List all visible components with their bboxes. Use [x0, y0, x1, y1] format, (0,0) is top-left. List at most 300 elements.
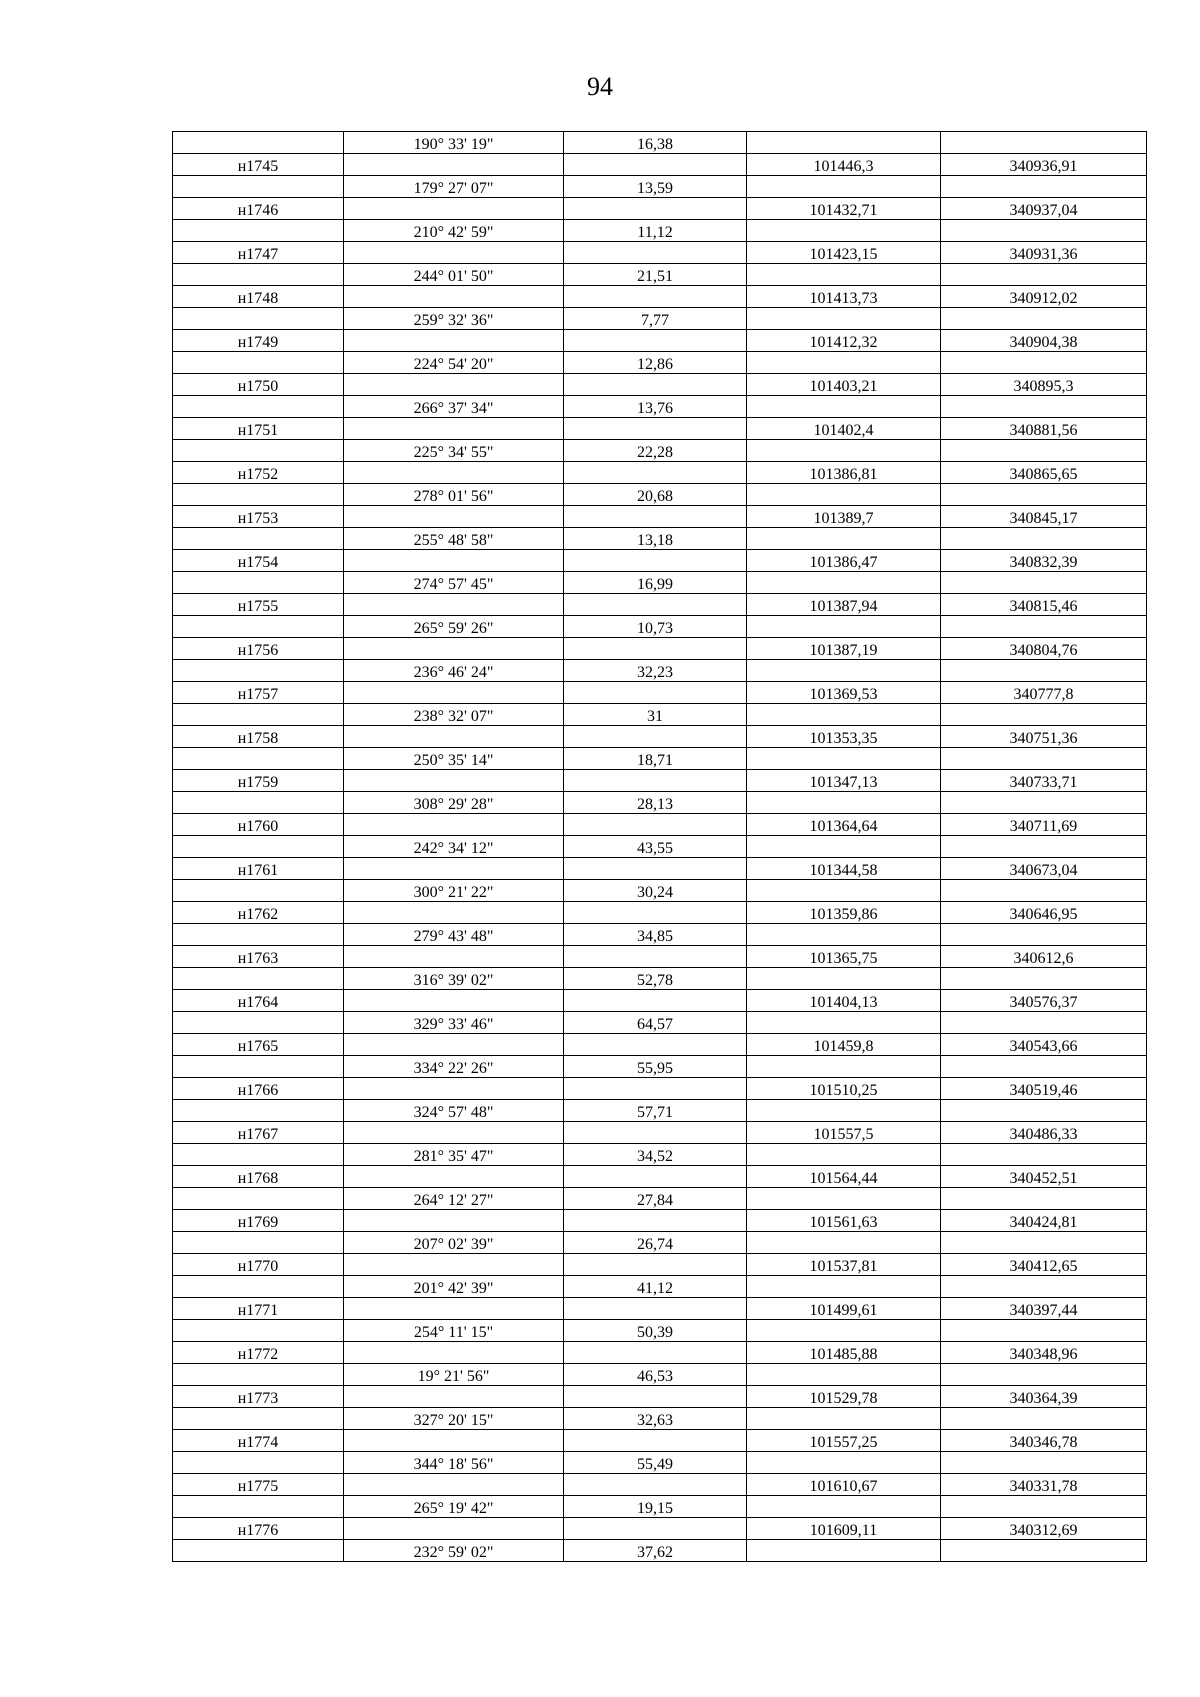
table-row [173, 176, 1147, 198]
point-name-cell: н1755 [173, 594, 344, 616]
point-name-cell: н1762 [173, 902, 344, 924]
distance-cell [564, 374, 747, 396]
point-name-cell [173, 704, 344, 726]
x-coordinate-cell [747, 484, 941, 506]
point-name-cell: н1776 [173, 1518, 344, 1540]
bearing-cell [344, 286, 564, 308]
table-row [173, 638, 1147, 660]
table-row [173, 1100, 1147, 1122]
y-coordinate-cell: 340936,91 [941, 154, 1147, 176]
bearing-cell [344, 1386, 564, 1408]
bearing-cell: 324° 57' 48" [344, 1100, 564, 1122]
point-name-cell [173, 572, 344, 594]
table-row [173, 924, 1147, 946]
point-name-cell [173, 352, 344, 374]
x-coordinate-cell [747, 308, 941, 330]
x-coordinate-cell [747, 1144, 941, 1166]
point-name-cell: н1751 [173, 418, 344, 440]
distance-cell: 18,71 [564, 748, 747, 770]
x-coordinate-cell [747, 748, 941, 770]
table-row [173, 418, 1147, 440]
point-name-cell: н1749 [173, 330, 344, 352]
table-row [173, 616, 1147, 638]
distance-cell: 46,53 [564, 1364, 747, 1386]
distance-cell [564, 286, 747, 308]
bearing-cell [344, 462, 564, 484]
x-coordinate-cell: 101459,8 [747, 1034, 941, 1056]
x-coordinate-cell [747, 1540, 941, 1562]
point-name-cell [173, 792, 344, 814]
y-coordinate-cell: 340711,69 [941, 814, 1147, 836]
y-coordinate-cell: 340881,56 [941, 418, 1147, 440]
table-row [173, 396, 1147, 418]
bearing-cell [344, 330, 564, 352]
x-coordinate-cell [747, 1320, 941, 1342]
table-row [173, 264, 1147, 286]
bearing-cell [344, 990, 564, 1012]
coordinates-table [172, 131, 1147, 1562]
x-coordinate-cell: 101510,25 [747, 1078, 941, 1100]
table-row [173, 286, 1147, 308]
x-coordinate-cell [747, 836, 941, 858]
x-coordinate-cell [747, 1012, 941, 1034]
x-coordinate-cell: 101353,35 [747, 726, 941, 748]
bearing-cell: 308° 29' 28" [344, 792, 564, 814]
table-row [173, 1122, 1147, 1144]
table-row [173, 352, 1147, 374]
distance-cell [564, 770, 747, 792]
y-coordinate-cell: 340452,51 [941, 1166, 1147, 1188]
table-row [173, 902, 1147, 924]
distance-cell [564, 1474, 747, 1496]
table-row [173, 1320, 1147, 1342]
distance-cell: 13,59 [564, 176, 747, 198]
point-name-cell: н1767 [173, 1122, 344, 1144]
y-coordinate-cell [941, 880, 1147, 902]
point-name-cell: н1763 [173, 946, 344, 968]
x-coordinate-cell [747, 1496, 941, 1518]
y-coordinate-cell: 340931,36 [941, 242, 1147, 264]
x-coordinate-cell: 101423,15 [747, 242, 941, 264]
y-coordinate-cell [941, 1056, 1147, 1078]
y-coordinate-cell: 340312,69 [941, 1518, 1147, 1540]
x-coordinate-cell: 101557,25 [747, 1430, 941, 1452]
y-coordinate-cell: 340364,39 [941, 1386, 1147, 1408]
point-name-cell [173, 660, 344, 682]
x-coordinate-cell: 101386,47 [747, 550, 941, 572]
y-coordinate-cell [941, 748, 1147, 770]
table-row [173, 506, 1147, 528]
y-coordinate-cell: 340646,95 [941, 902, 1147, 924]
point-name-cell [173, 880, 344, 902]
distance-cell: 37,62 [564, 1540, 747, 1562]
y-coordinate-cell [941, 1540, 1147, 1562]
table-row [173, 748, 1147, 770]
bearing-cell: 259° 32' 36" [344, 308, 564, 330]
y-coordinate-cell: 340576,37 [941, 990, 1147, 1012]
table-row [173, 528, 1147, 550]
bearing-cell [344, 1210, 564, 1232]
bearing-cell: 327° 20' 15" [344, 1408, 564, 1430]
point-name-cell: н1757 [173, 682, 344, 704]
bearing-cell [344, 1166, 564, 1188]
distance-cell: 57,71 [564, 1100, 747, 1122]
x-coordinate-cell [747, 880, 941, 902]
distance-cell: 11,12 [564, 220, 747, 242]
point-name-cell [173, 1232, 344, 1254]
point-name-cell: н1769 [173, 1210, 344, 1232]
coordinates-table-body [173, 132, 1147, 1562]
bearing-cell: 19° 21' 56" [344, 1364, 564, 1386]
x-coordinate-cell: 101432,71 [747, 198, 941, 220]
page-number: 94 [587, 72, 613, 101]
x-coordinate-cell [747, 1452, 941, 1474]
x-coordinate-cell: 101529,78 [747, 1386, 941, 1408]
point-name-cell: н1752 [173, 462, 344, 484]
x-coordinate-cell [747, 924, 941, 946]
point-name-cell: н1746 [173, 198, 344, 220]
point-name-cell: н1754 [173, 550, 344, 572]
distance-cell: 21,51 [564, 264, 747, 286]
table-row [173, 1188, 1147, 1210]
bearing-cell [344, 1298, 564, 1320]
y-coordinate-cell [941, 264, 1147, 286]
distance-cell: 27,84 [564, 1188, 747, 1210]
point-name-cell: н1770 [173, 1254, 344, 1276]
distance-cell: 10,73 [564, 616, 747, 638]
x-coordinate-cell [747, 132, 941, 154]
x-coordinate-cell [747, 572, 941, 594]
point-name-cell [173, 528, 344, 550]
bearing-cell: 274° 57' 45" [344, 572, 564, 594]
distance-cell [564, 1298, 747, 1320]
distance-cell [564, 1518, 747, 1540]
point-name-cell: н1748 [173, 286, 344, 308]
distance-cell: 30,24 [564, 880, 747, 902]
x-coordinate-cell: 101561,63 [747, 1210, 941, 1232]
x-coordinate-cell: 101365,75 [747, 946, 941, 968]
distance-cell [564, 1430, 747, 1452]
bearing-cell [344, 1122, 564, 1144]
table-row [173, 1276, 1147, 1298]
point-name-cell [173, 308, 344, 330]
y-coordinate-cell: 340612,6 [941, 946, 1147, 968]
point-name-cell [173, 440, 344, 462]
x-coordinate-cell: 101537,81 [747, 1254, 941, 1276]
distance-cell [564, 330, 747, 352]
x-coordinate-cell: 101499,61 [747, 1298, 941, 1320]
y-coordinate-cell [941, 1100, 1147, 1122]
table-row [173, 1364, 1147, 1386]
bearing-cell [344, 550, 564, 572]
table-row [173, 682, 1147, 704]
x-coordinate-cell [747, 440, 941, 462]
distance-cell [564, 638, 747, 660]
x-coordinate-cell [747, 220, 941, 242]
bearing-cell [344, 1518, 564, 1540]
y-coordinate-cell: 340751,36 [941, 726, 1147, 748]
x-coordinate-cell: 101389,7 [747, 506, 941, 528]
point-name-cell: н1745 [173, 154, 344, 176]
table-row [173, 1430, 1147, 1452]
point-name-cell: н1747 [173, 242, 344, 264]
y-coordinate-cell [941, 1320, 1147, 1342]
table-row [173, 1298, 1147, 1320]
bearing-cell: 266° 37' 34" [344, 396, 564, 418]
y-coordinate-cell [941, 132, 1147, 154]
bearing-cell [344, 1034, 564, 1056]
y-coordinate-cell: 340331,78 [941, 1474, 1147, 1496]
bearing-cell [344, 1342, 564, 1364]
distance-cell: 43,55 [564, 836, 747, 858]
distance-cell: 28,13 [564, 792, 747, 814]
table-row [173, 484, 1147, 506]
y-coordinate-cell [941, 1276, 1147, 1298]
x-coordinate-cell: 101369,53 [747, 682, 941, 704]
bearing-cell: 329° 33' 46" [344, 1012, 564, 1034]
table-row [173, 1078, 1147, 1100]
bearing-cell: 254° 11' 15" [344, 1320, 564, 1342]
distance-cell [564, 1210, 747, 1232]
point-name-cell [173, 1496, 344, 1518]
distance-cell: 20,68 [564, 484, 747, 506]
bearing-cell: 236° 46' 24" [344, 660, 564, 682]
bearing-cell: 210° 42' 59" [344, 220, 564, 242]
bearing-cell: 201° 42' 39" [344, 1276, 564, 1298]
x-coordinate-cell: 101557,5 [747, 1122, 941, 1144]
distance-cell [564, 902, 747, 924]
point-name-cell: н1764 [173, 990, 344, 1012]
distance-cell [564, 858, 747, 880]
y-coordinate-cell: 340904,38 [941, 330, 1147, 352]
distance-cell: 41,12 [564, 1276, 747, 1298]
y-coordinate-cell: 340412,65 [941, 1254, 1147, 1276]
y-coordinate-cell [941, 1452, 1147, 1474]
table-row [173, 1210, 1147, 1232]
bearing-cell: 242° 34' 12" [344, 836, 564, 858]
bearing-cell [344, 682, 564, 704]
y-coordinate-cell: 340348,96 [941, 1342, 1147, 1364]
point-name-cell: н1761 [173, 858, 344, 880]
y-coordinate-cell [941, 308, 1147, 330]
point-name-cell [173, 1408, 344, 1430]
bearing-cell: 224° 54' 20" [344, 352, 564, 374]
y-coordinate-cell: 340733,71 [941, 770, 1147, 792]
point-name-cell [173, 1452, 344, 1474]
x-coordinate-cell [747, 1276, 941, 1298]
distance-cell [564, 990, 747, 1012]
distance-cell [564, 550, 747, 572]
point-name-cell [173, 968, 344, 990]
table-row [173, 1166, 1147, 1188]
distance-cell [564, 506, 747, 528]
point-name-cell: н1775 [173, 1474, 344, 1496]
table-row [173, 132, 1147, 154]
distance-cell [564, 242, 747, 264]
x-coordinate-cell [747, 176, 941, 198]
distance-cell: 32,63 [564, 1408, 747, 1430]
y-coordinate-cell [941, 1144, 1147, 1166]
table-row [173, 1144, 1147, 1166]
point-name-cell: н1774 [173, 1430, 344, 1452]
table-row [173, 550, 1147, 572]
y-coordinate-cell [941, 836, 1147, 858]
distance-cell [564, 1386, 747, 1408]
bearing-cell [344, 638, 564, 660]
bearing-cell: 281° 35' 47" [344, 1144, 564, 1166]
bearing-cell [344, 814, 564, 836]
point-name-cell [173, 264, 344, 286]
table-row [173, 242, 1147, 264]
table-row [173, 374, 1147, 396]
point-name-cell [173, 748, 344, 770]
point-name-cell: н1772 [173, 1342, 344, 1364]
x-coordinate-cell: 101387,19 [747, 638, 941, 660]
table-row [173, 1386, 1147, 1408]
distance-cell [564, 1342, 747, 1364]
y-coordinate-cell [941, 1364, 1147, 1386]
x-coordinate-cell [747, 1100, 941, 1122]
bearing-cell: 225° 34' 55" [344, 440, 564, 462]
table-row [173, 1452, 1147, 1474]
x-coordinate-cell: 101347,13 [747, 770, 941, 792]
point-name-cell [173, 484, 344, 506]
point-name-cell: н1771 [173, 1298, 344, 1320]
point-name-cell [173, 1540, 344, 1562]
bearing-cell [344, 374, 564, 396]
bearing-cell: 334° 22' 26" [344, 1056, 564, 1078]
y-coordinate-cell [941, 528, 1147, 550]
x-coordinate-cell: 101344,58 [747, 858, 941, 880]
bearing-cell: 179° 27' 07" [344, 176, 564, 198]
y-coordinate-cell: 340912,02 [941, 286, 1147, 308]
table-row [173, 1254, 1147, 1276]
x-coordinate-cell [747, 616, 941, 638]
y-coordinate-cell [941, 1408, 1147, 1430]
x-coordinate-cell [747, 704, 941, 726]
point-name-cell [173, 616, 344, 638]
bearing-cell: 316° 39' 02" [344, 968, 564, 990]
bearing-cell [344, 726, 564, 748]
table-row [173, 1342, 1147, 1364]
distance-cell [564, 726, 747, 748]
distance-cell [564, 1078, 747, 1100]
y-coordinate-cell: 340865,65 [941, 462, 1147, 484]
point-name-cell: н1765 [173, 1034, 344, 1056]
table-row [173, 1474, 1147, 1496]
distance-cell [564, 198, 747, 220]
point-name-cell: н1773 [173, 1386, 344, 1408]
table-row [173, 198, 1147, 220]
y-coordinate-cell: 340486,33 [941, 1122, 1147, 1144]
bearing-cell [344, 154, 564, 176]
distance-cell [564, 154, 747, 176]
point-name-cell [173, 132, 344, 154]
y-coordinate-cell [941, 704, 1147, 726]
x-coordinate-cell [747, 352, 941, 374]
point-name-cell [173, 1144, 344, 1166]
x-coordinate-cell [747, 1364, 941, 1386]
bearing-cell: 250° 35' 14" [344, 748, 564, 770]
bearing-cell [344, 1474, 564, 1496]
point-name-cell: н1768 [173, 1166, 344, 1188]
bearing-cell [344, 1254, 564, 1276]
point-name-cell [173, 1188, 344, 1210]
x-coordinate-cell [747, 968, 941, 990]
y-coordinate-cell: 340673,04 [941, 858, 1147, 880]
table-row [173, 726, 1147, 748]
y-coordinate-cell: 340815,46 [941, 594, 1147, 616]
y-coordinate-cell [941, 176, 1147, 198]
x-coordinate-cell: 101446,3 [747, 154, 941, 176]
y-coordinate-cell [941, 572, 1147, 594]
x-coordinate-cell: 101364,64 [747, 814, 941, 836]
table-row [173, 660, 1147, 682]
distance-cell: 13,76 [564, 396, 747, 418]
distance-cell: 34,52 [564, 1144, 747, 1166]
table-row [173, 880, 1147, 902]
point-name-cell [173, 1276, 344, 1298]
y-coordinate-cell: 340519,46 [941, 1078, 1147, 1100]
table-row [173, 792, 1147, 814]
distance-cell: 55,49 [564, 1452, 747, 1474]
x-coordinate-cell: 101564,44 [747, 1166, 941, 1188]
table-row [173, 594, 1147, 616]
table-row [173, 154, 1147, 176]
bearing-cell: 190° 33' 19" [344, 132, 564, 154]
y-coordinate-cell [941, 660, 1147, 682]
x-coordinate-cell: 101359,86 [747, 902, 941, 924]
y-coordinate-cell [941, 1012, 1147, 1034]
y-coordinate-cell: 340832,39 [941, 550, 1147, 572]
distance-cell: 55,95 [564, 1056, 747, 1078]
bearing-cell [344, 594, 564, 616]
x-coordinate-cell: 101386,81 [747, 462, 941, 484]
bearing-cell [344, 1430, 564, 1452]
table-row [173, 1034, 1147, 1056]
y-coordinate-cell: 340397,44 [941, 1298, 1147, 1320]
table-row [173, 330, 1147, 352]
bearing-cell: 244° 01' 50" [344, 264, 564, 286]
distance-cell: 22,28 [564, 440, 747, 462]
point-name-cell [173, 396, 344, 418]
distance-cell [564, 1254, 747, 1276]
table-row [173, 1232, 1147, 1254]
y-coordinate-cell [941, 1188, 1147, 1210]
bearing-cell: 232° 59' 02" [344, 1540, 564, 1562]
table-row [173, 946, 1147, 968]
y-coordinate-cell: 340895,3 [941, 374, 1147, 396]
bearing-cell [344, 506, 564, 528]
bearing-cell [344, 858, 564, 880]
y-coordinate-cell [941, 220, 1147, 242]
table-row [173, 1408, 1147, 1430]
distance-cell: 13,18 [564, 528, 747, 550]
bearing-cell [344, 770, 564, 792]
x-coordinate-cell: 101402,4 [747, 418, 941, 440]
y-coordinate-cell [941, 484, 1147, 506]
x-coordinate-cell: 101387,94 [747, 594, 941, 616]
point-name-cell [173, 1364, 344, 1386]
y-coordinate-cell: 340424,81 [941, 1210, 1147, 1232]
distance-cell [564, 462, 747, 484]
distance-cell: 7,77 [564, 308, 747, 330]
distance-cell [564, 1166, 747, 1188]
table-row [173, 770, 1147, 792]
y-coordinate-cell [941, 792, 1147, 814]
table-row [173, 440, 1147, 462]
point-name-cell: н1760 [173, 814, 344, 836]
